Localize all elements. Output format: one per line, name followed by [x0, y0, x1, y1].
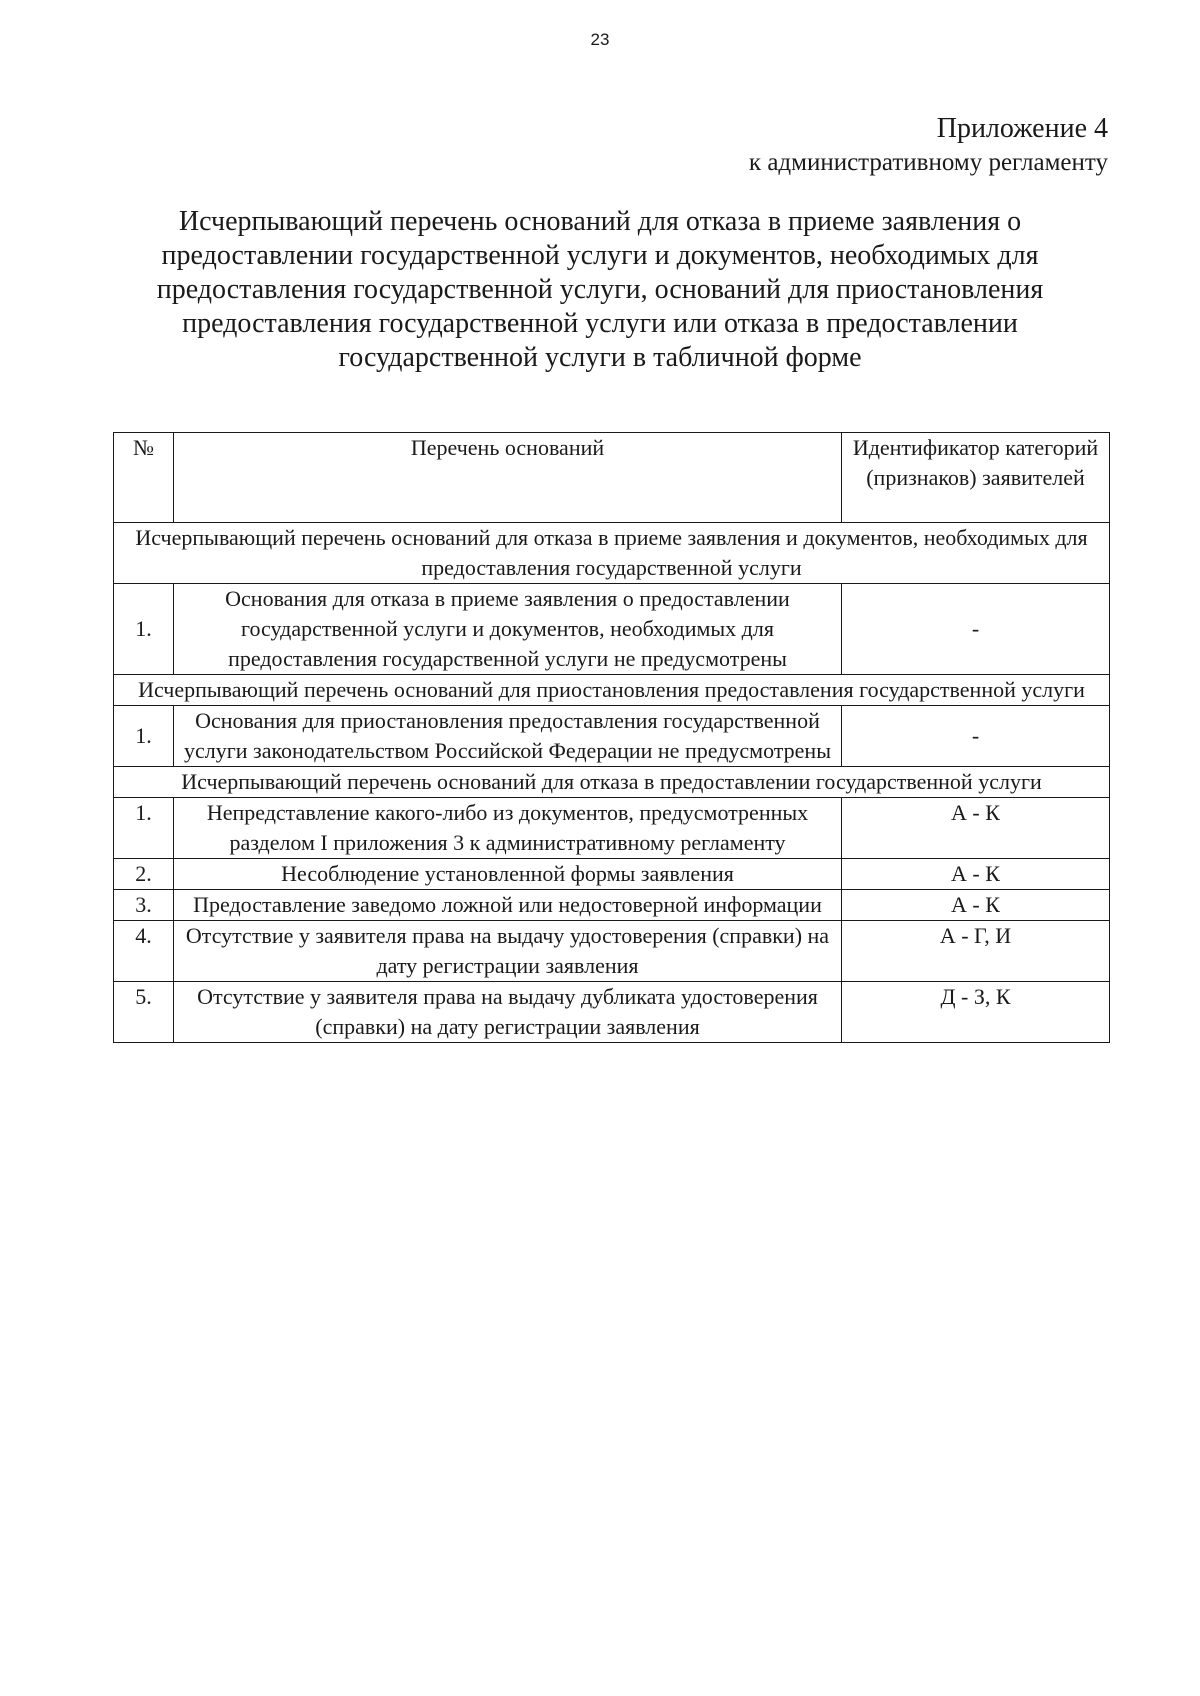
row-number: 1. [114, 584, 174, 675]
row-text: Отсутствие у заявителя права на выдачу удостоверения (справки) на дату регистрации заявления [174, 921, 842, 982]
row-number: 1. [114, 706, 174, 767]
appendix-subtitle: к административному регламенту [748, 149, 1108, 176]
section-title: Исчерпывающий перечень оснований для отказа в предоставлении государственной услуги [114, 767, 1110, 798]
title-line: предоставления государственной услуги, оснований для приостановления [156, 274, 1044, 305]
row-text: Несоблюдение установленной формы заявления [174, 859, 842, 890]
row-identifier: Д - З, К [842, 982, 1110, 1043]
table-row [114, 982, 1110, 1043]
row-text: Основания для отказа в приеме заявления о предоставлении государственной услуги и документов, необходимых для предоставления государственной услуги не предусмотрены [174, 584, 842, 675]
page-number: 23 [590, 30, 610, 49]
row-text: Основания для приостановления предоставления государственной услуги законодательством Российской Федерации не предусмотрены [174, 706, 842, 767]
row-identifier: - [842, 706, 1110, 767]
table-row [114, 859, 1110, 890]
title-line: государственной услуги в табличной форме [338, 342, 862, 373]
row-identifier: - [842, 584, 1110, 675]
title-line: предоставлении государственной услуги и документов, необходимых для [161, 240, 1039, 271]
document-title [100, 205, 1100, 375]
table-row [114, 798, 1110, 859]
row-identifier: А - Г, И [842, 921, 1110, 982]
table-row [114, 890, 1110, 921]
section-title: Исчерпывающий перечень оснований для приостановления предоставления государственной услуги [114, 675, 1110, 706]
section-row [114, 675, 1110, 706]
header-grounds-list: Перечень оснований [174, 433, 842, 523]
row-number: 5. [114, 982, 174, 1043]
row-number: 2. [114, 859, 174, 890]
section-row [114, 523, 1110, 584]
row-number: 1. [114, 798, 174, 859]
row-text: Предоставление заведомо ложной или недостоверной информации [174, 890, 842, 921]
row-text: Непредставление какого-либо из документов, предусмотренных разделом I приложения 3 к административному регламенту [174, 798, 842, 859]
header-applicant-category: Идентификатор категорий (признаков) заявителей [842, 433, 1110, 523]
grounds-table [113, 432, 1110, 1043]
row-identifier: А - К [842, 890, 1110, 921]
row-number: 4. [114, 921, 174, 982]
appendix-title: Приложение 4 [936, 113, 1108, 144]
row-identifier: А - К [842, 859, 1110, 890]
table-header-row [114, 433, 1110, 523]
title-line: предоставления государственной услуги или отказа в предоставлении [182, 308, 1018, 339]
row-number: 3. [114, 890, 174, 921]
row-text: Отсутствие у заявителя права на выдачу дубликата удостоверения (справки) на дату регистрации заявления [174, 982, 842, 1043]
table-row [114, 706, 1110, 767]
table-row [114, 921, 1110, 982]
row-identifier: А - К [842, 798, 1110, 859]
section-title: Исчерпывающий перечень оснований для отказа в приеме заявления и документов, необходимых для предоставления государственной услуги [114, 523, 1110, 584]
appendix-caption [749, 112, 1108, 180]
title-line: Исчерпывающий перечень оснований для отказа в приеме заявления о [178, 206, 1022, 237]
table-row [114, 584, 1110, 675]
section-row [114, 767, 1110, 798]
header-number: № [114, 433, 174, 523]
